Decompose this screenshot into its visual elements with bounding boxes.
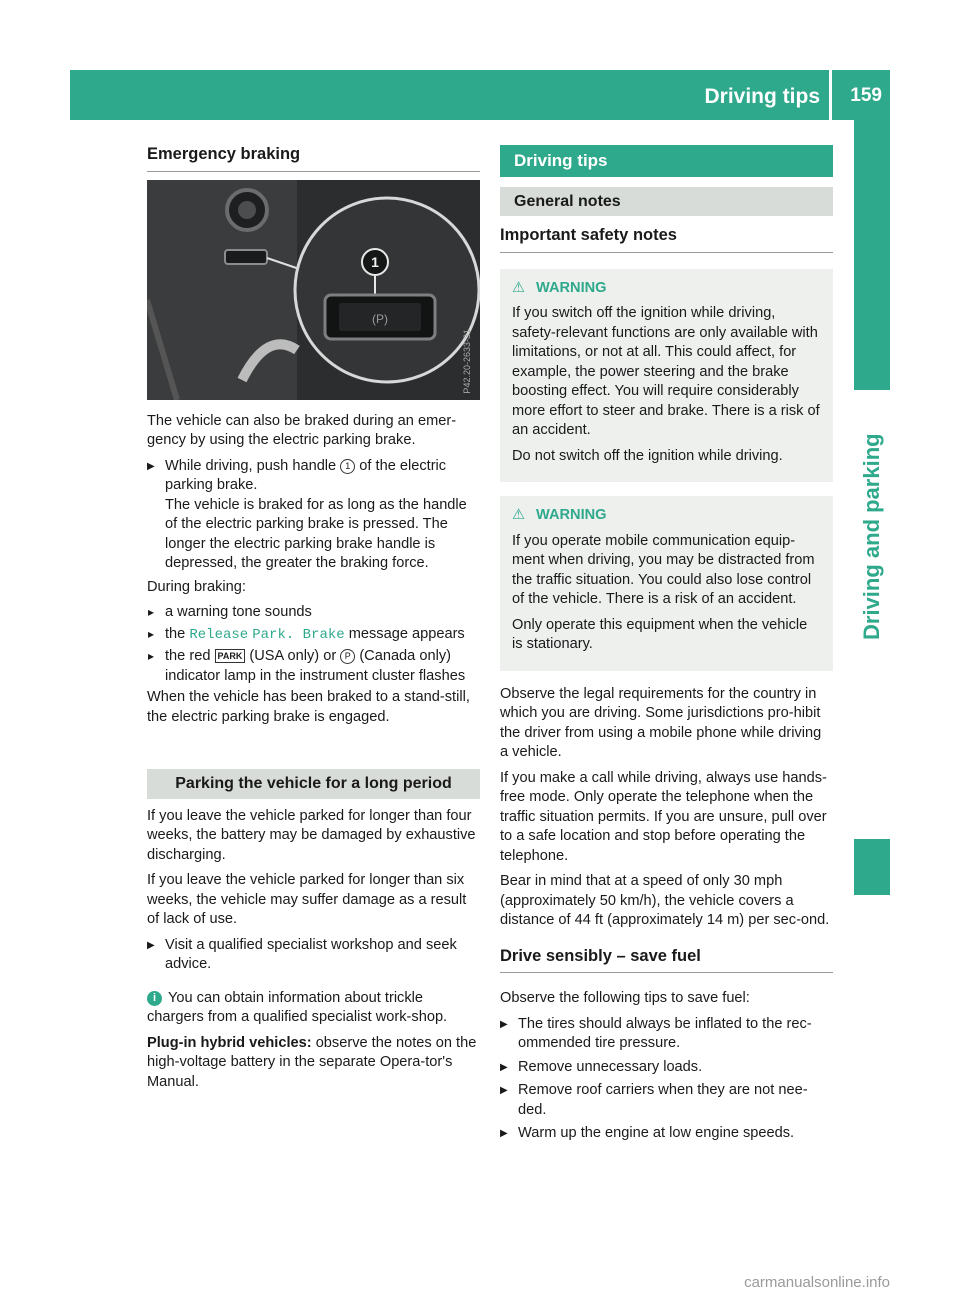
step1-pre: While driving, push handle	[165, 457, 337, 474]
side-tab-bar	[854, 120, 890, 390]
parking-p1: If you leave the vehicle parked for longer than four weeks, the battery may be damaged by exhaustive discharging.	[147, 807, 476, 863]
warning-title	[512, 506, 821, 526]
warning2-p2: Only operate this equipment when the vehicle is stationary.	[512, 616, 808, 652]
legal-paragraph: Observe the legal requirements for the country in which you are driving. Some jurisdictions pro-hibit the driver from using a mobile phone while driving a vehicle.	[500, 685, 822, 760]
page-number: 159	[850, 85, 882, 106]
parking-brake-photo	[147, 180, 480, 400]
header-separator	[829, 70, 832, 120]
header-title: Driving tips	[704, 85, 820, 108]
warning2-p1: If you operate mobile communication equip-ment when driving, you may be distracted from the traffic situation. You could also lose control of the vehicle. There is a risk of an accident.	[512, 532, 815, 607]
parking-hybrid	[147, 1034, 480, 1093]
safety-notes-heading: Important safety notes	[500, 226, 833, 253]
left-column	[147, 145, 480, 1098]
parking-brake-illustration	[147, 180, 480, 400]
emergency-braking-heading: Emergency braking	[147, 145, 480, 172]
svg-text:(P): (P)	[372, 311, 388, 326]
bullet3-pre: the red	[165, 648, 211, 664]
bullet-indicator-lamp	[147, 647, 480, 686]
display-message-release: Release	[189, 626, 249, 643]
emergency-step	[147, 457, 480, 574]
fuel-step-1: ▶ The tires should always be inflated to the rec-ommended tire pressure.	[500, 1015, 833, 1054]
photo-code: P42.20-2633-31	[461, 328, 472, 394]
side-tab-label: Driving and parking	[859, 433, 884, 640]
emergency-closing: When the vehicle has been braked to a stand-still, the electric parking brake is engaged.	[147, 689, 470, 725]
parking-brake-lamp-icon: P	[340, 649, 355, 664]
warning-box-ignition	[500, 269, 833, 483]
callout-1-label: 1	[371, 253, 379, 270]
fuel-heading: Drive sensibly – save fuel	[500, 947, 833, 974]
general-notes-heading: General notes	[500, 187, 833, 217]
speed-paragraph: Bear in mind that at a speed of only 30 mph (approximately 50 km/h), the vehicle covers a distance of 44 ft (approximately 14 m) per sec-ond.	[500, 873, 830, 928]
step1-post: of the electric parking brake.	[165, 457, 447, 493]
emergency-intro: The vehicle can also be braked during an emer-gency by using the electric parking brake.	[147, 412, 457, 448]
bullet-message	[147, 625, 480, 646]
right-column	[500, 145, 833, 1148]
bullet2-post: message appears	[348, 625, 465, 642]
fuel-intro: Observe the following tips to save fuel:	[500, 990, 750, 1006]
parking-step: ▶ Visit a qualified specialist workshop and seek advice.	[147, 936, 480, 975]
side-tab-marker	[854, 839, 890, 895]
parking-p2: If you leave the vehicle parked for longer than six weeks, the vehicle may suffer damage as a result of lack of use.	[147, 872, 467, 927]
warning2-title-text: WARNING	[536, 507, 607, 523]
warning1-p1: If you switch off the ignition while driving, safety-relevant functions are only available with limitations, or not at all. This could affect, for example, the power steering and the brake boosting effect. You will require considerably more effort to steer and brake. There is a risk of an accident.	[512, 305, 820, 438]
warning-title	[512, 279, 821, 299]
watermark: carmanualsonline.info	[744, 1273, 890, 1291]
warning1-p2: Do not switch off the ignition while driving.	[512, 447, 783, 464]
header-bar	[70, 70, 890, 120]
park-lamp-icon: PARK	[215, 649, 246, 663]
handsfree-paragraph: If you make a call while driving, always use hands-free mode. Only operate the telephone when the traffic situation permits. If you are unsure, pull over to a safe location and stop before operating the telephone.	[500, 769, 827, 864]
driving-tips-heading: Driving tips	[500, 145, 833, 177]
bullet3-post: (Canada only) indicator lamp in the instrument cluster flashes	[165, 648, 466, 684]
hybrid-label: Plug-in hybrid vehicles:	[147, 1034, 312, 1051]
warning-triangle-icon: ⚠	[512, 279, 526, 296]
fuel-step-2: ▶ Remove unnecessary loads.	[500, 1058, 833, 1078]
step1-detail: The vehicle is braked for as long as the handle of the electric parking brake is pressed. The longer the electric parking brake handle is depressed, the greater the braking force.	[165, 496, 467, 571]
hybrid-text: observe the notes on the high-voltage battery in the separate Opera-tor's Manual.	[147, 1034, 477, 1090]
bullet-warning-tone: ▸ a warning tone sounds	[147, 603, 480, 623]
parking-heading: Parking the vehicle for a long period	[147, 769, 480, 799]
parking-info-text: You can obtain information about trickle chargers from a qualified specialist work-shop.	[147, 989, 448, 1025]
info-icon: i	[147, 991, 162, 1006]
during-braking-label: During braking:	[147, 578, 246, 595]
bullet2-pre: the	[165, 625, 186, 642]
fuel-step-4: ▶ Warm up the engine at low engine speeds.	[500, 1124, 833, 1144]
bullet3-mid: (USA only) or	[249, 648, 337, 664]
display-message-park-brake: Park. Brake	[252, 626, 345, 643]
fuel-step-3: ▶ Remove roof carriers when they are not nee-ded.	[500, 1081, 833, 1120]
warning1-title-text: WARNING	[536, 279, 607, 296]
parking-info	[147, 989, 480, 1028]
callout-1-icon: 1	[340, 459, 355, 474]
warning-box-mobile	[500, 496, 833, 671]
warning-triangle-icon: ⚠	[512, 507, 526, 523]
